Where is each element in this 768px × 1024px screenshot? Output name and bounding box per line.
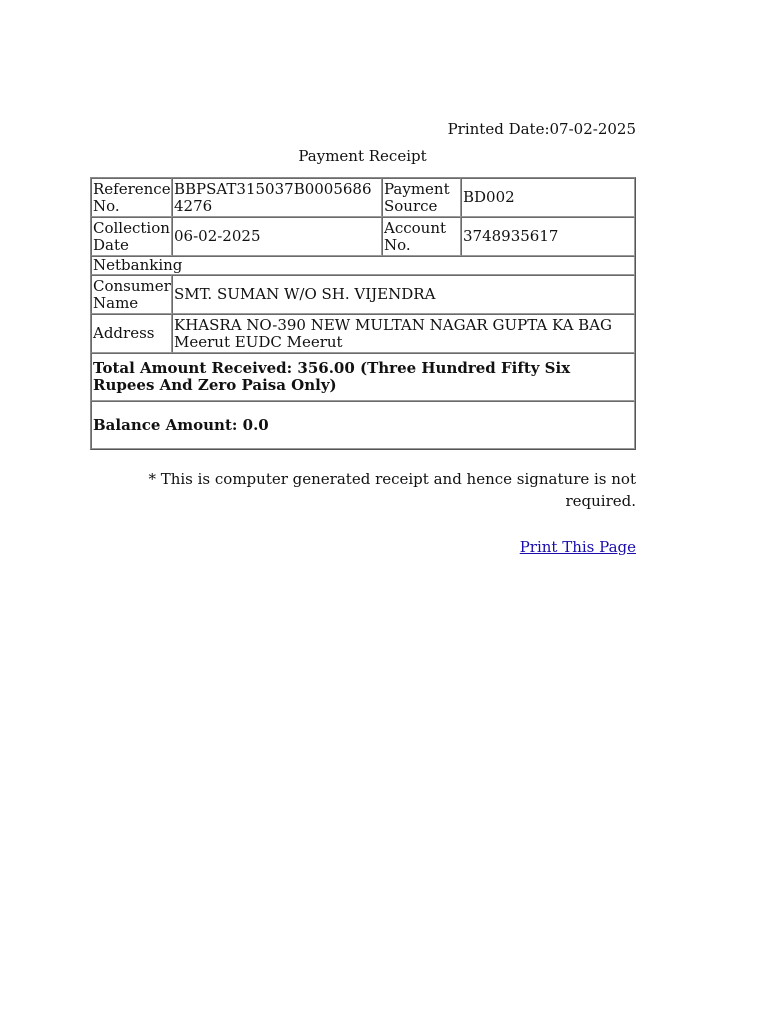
- collection-date-label: Collection Date: [91, 217, 172, 256]
- reference-label: Reference No.: [91, 178, 172, 217]
- payment-source-label: Payment Source: [382, 178, 461, 217]
- balance-amount: Balance Amount: 0.0: [91, 401, 635, 449]
- table-row: [91, 256, 635, 275]
- payment-mode: Netbanking: [91, 256, 635, 275]
- table-row: [91, 275, 635, 314]
- reference-value: BBPSAT315037B00056864276: [172, 178, 382, 217]
- address-label: Address: [91, 314, 172, 353]
- table-row: [91, 217, 635, 256]
- table-row: [91, 353, 635, 401]
- table-row: [91, 178, 635, 217]
- collection-date-value: 06-02-2025: [172, 217, 382, 256]
- table-row: [91, 401, 635, 449]
- account-value: 3748935617: [461, 217, 635, 256]
- print-link-container: [90, 536, 636, 558]
- total-amount: Total Amount Received: 356.00 (Three Hundred Fifty Six Rupees And Zero Paisa Only): [91, 353, 635, 401]
- signature-note: * This is computer generated receipt and hence signature is not required.: [148, 470, 636, 510]
- table-row: [91, 314, 635, 353]
- page-title: Payment Receipt: [298, 147, 427, 165]
- address-value: KHASRA NO-390 NEW MULTAN NAGAR GUPTA KA BAG Meerut EUDC Meerut: [172, 314, 635, 353]
- printed-date: Printed Date:07-02-2025: [447, 120, 636, 138]
- consumer-value: SMT. SUMAN W/O SH. VIJENDRA: [172, 275, 635, 314]
- receipt-table: [90, 177, 636, 450]
- consumer-label: Consumer Name: [91, 275, 172, 314]
- account-label: Account No.: [382, 217, 461, 256]
- receipt-page: [90, 118, 636, 558]
- payment-source-value: BD002: [461, 178, 635, 217]
- print-page-link[interactable]: Print This Page: [519, 538, 636, 556]
